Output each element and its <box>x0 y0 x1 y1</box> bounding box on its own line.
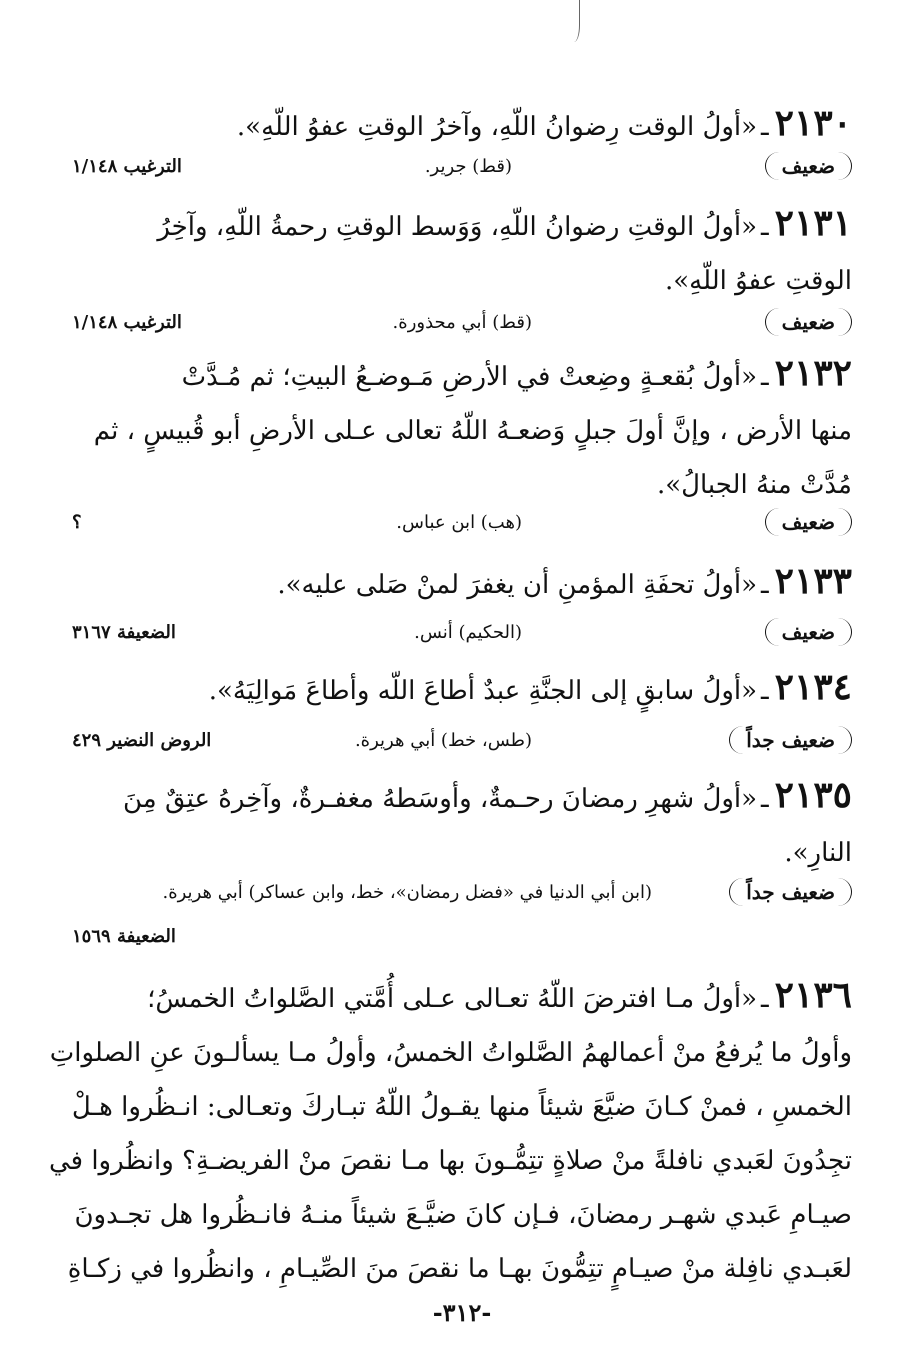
hadith-text-line: الخمسِ ، فمنْ كـانَ ضيَّعَ شيئاً منها يقـولُ اللّهُ تبـاركَ وتعـالى: انـظُروا هـلْ <box>71 1092 852 1122</box>
hadith-text-line: «أولُ سابقٍ إلى الجنَّةِ عبدٌ أطاعَ اللّه وأطاعَ مَوالِيَهُ». <box>208 676 758 706</box>
source-text: (الحكيم) أنس. <box>414 622 522 643</box>
grade-badge: ضعيف <box>765 308 852 336</box>
hadith-2131: ٢١٣١ـ«أولُ الوقتِ رضوانُ اللّهِ، وَوَسط الوقتِ رحمةُ اللّهِ، وآخِرُ الوقتِ عفوُ اللّهِ». <box>72 200 852 308</box>
hadith-number: ٢١٣١ <box>774 202 852 244</box>
reference-text: الترغيب ١/١٤٨ <box>72 156 182 177</box>
verdict-2135 <box>72 878 852 918</box>
source-text: (قط) جرير. <box>424 156 512 177</box>
hadith-2132: ٢١٣٢ـ«أولُ بُقعـةٍ وضِعتْ في الأرضِ مَـوضـعُ البيتِ؛ ثم مُـدَّتْ منها الأرض ، وإنَّ أولَ جبلٍ وَضعـهُ اللّهُ تعالى عـلى الأرضِ أبو قُبيسٍ ، ثم مُدَّتْ منهُ الجبالُ». <box>72 350 852 512</box>
reference-text: الضعيفة ٣١٦٧ <box>72 622 176 643</box>
hadith-2130: ٢١٣٠ـ«أولُ الوقت رِضوانُ اللّهِ، وآخرُ الوقتِ عفوُ اللّهِ». <box>236 102 852 144</box>
hadith-2136: ٢١٣٦ـ«أولُ مـا افترضَ اللّهُ تعـالى عـلى أُمَّتي الصَّلواتُ الخمسُ؛ وأولُ ما يُرفعُ منْ أعمالهمُ الصَّلواتُ الخمسُ، وأولُ مـا يسألـونَ عنِ الصلواتِ الخمسِ ، فمنْ كـانَ ضيَّعَ شيئاً منها يقـولُ اللّهُ تبـاركَ وتعـالى: انـظُروا هـلْ تجِدُونَ لعَبدي نافلةً منْ صلاةٍ تتِمُّـونَ بها مـا نقصَ منْ الفريضـةِ؟ وانظُروا في صيـامِ عَبدي شهـر رمضانَ، فـإن كانَ ضيَّـعَ شيئاً منـهُ فانـظُروا هل تجـدونَ لعَبـدي نافِلة منْ صيـامٍ تتِمُّونَ بهـا ما نقصَ منَ الصِّيـامِ ، وانظُروا في زكـاةِ <box>72 972 852 1296</box>
hadith-number: ٢١٣٠ <box>774 102 852 144</box>
hadith-2135: ٢١٣٥ـ«أولُ شهرِ رمضانَ رحـمةٌ، وأوسَطهُ مغفـرةٌ، وآخِرهُ عتِقٌ مِنَ النارِ». <box>72 772 852 880</box>
hadith-text-line: صيـامِ عَبدي شهـر رمضانَ، فـإن كانَ ضيَّـعَ شيئاً منـهُ فانـظُروا هل تجـدونَ <box>74 1200 852 1230</box>
hadith-number: ٢١٣٢ <box>774 352 852 394</box>
hadith-2133: ٢١٣٣ـ«أولُ تحفَةِ المؤمنِ أن يغفرَ لمنْ صَلى عليه». <box>277 560 852 602</box>
verdict-2130 <box>72 152 852 192</box>
reference-text: ؟ <box>72 512 82 533</box>
hadith-number: ٢١٣٣ <box>774 560 852 602</box>
hadith-number: ٢١٣٦ <box>774 974 852 1016</box>
grade-badge: ضعيف جداً <box>729 878 852 906</box>
hadith-text-line: «أولُ الوقت رِضوانُ اللّهِ، وآخرُ الوقتِ عفوُ اللّهِ». <box>236 112 758 142</box>
hadith-number: ٢١٣٥ <box>774 774 852 816</box>
source-text: (هب) ابن عباس. <box>396 512 522 533</box>
hadith-text-line: «أولُ بُقعـةٍ وضِعتْ في الأرضِ مَـوضـعُ البيتِ؛ ثم مُـدَّتْ <box>181 362 758 392</box>
grade-badge: ضعيف <box>765 152 852 180</box>
grade-badge: ضعيف <box>765 618 852 646</box>
hadith-text-line: الوقتِ عفوُ اللّهِ». <box>664 266 852 296</box>
reference-text: الضعيفة ١٥٦٩ <box>72 926 176 947</box>
grade-badge: ضعيف <box>765 508 852 536</box>
verdict-2131 <box>72 308 852 348</box>
hadith-number: ٢١٣٤ <box>774 666 852 708</box>
source-text: (ابن أبي الدنيا في «فضل رمضان»، خط، وابن عساكر) أبي هريرة. <box>162 882 652 903</box>
hadith-text-line: «أولُ الوقتِ رضوانُ اللّهِ، وَوَسط الوقتِ رحمةُ اللّهِ، وآخِرُ <box>157 212 758 242</box>
verdict-2132 <box>72 508 852 548</box>
hadith-text-line: «أولُ تحفَةِ المؤمنِ أن يغفرَ لمنْ صَلى عليه». <box>277 570 758 600</box>
source-text: (قط) أبي محذورة. <box>392 312 532 333</box>
grade-badge: ضعيف جداً <box>729 726 852 754</box>
page-number: -٣١٢- <box>432 1298 492 1327</box>
reference-text: الترغيب ١/١٤٨ <box>72 312 182 333</box>
hadith-text-line: «أولُ مـا افترضَ اللّهُ تعـالى عـلى أُمَّتي الصَّلواتُ الخمسُ؛ <box>147 984 758 1014</box>
hadith-text-line: تجِدُونَ لعَبدي نافلةً منْ صلاةٍ تتِمُّـونَ بها مـا نقصَ منْ الفريضـةِ؟ وانظُروا في <box>48 1146 852 1176</box>
hadith-text-line: مُدَّتْ منهُ الجبالُ». <box>656 470 852 500</box>
reference-text: الروض النضير ٤٢٩ <box>72 730 212 751</box>
hadith-2134: ٢١٣٤ـ«أولُ سابقٍ إلى الجنَّةِ عبدٌ أطاعَ اللّه وأطاعَ مَوالِيَهُ». <box>208 666 852 708</box>
hadith-text-line: وأولُ ما يُرفعُ منْ أعمالهمُ الصَّلواتُ الخمسُ، وأولُ مـا يسألـونَ عنِ الصلواتِ <box>49 1038 852 1068</box>
hadith-text-line: منها الأرض ، وإنَّ أولَ جبلٍ وَضعـهُ اللّهُ تعالى عـلى الأرضِ أبو قُبيسٍ ، ثم <box>93 416 852 446</box>
source-text: (طس، خط) أبي هريرة. <box>354 730 532 751</box>
hadith-text-line: لعَبـدي نافِلة منْ صيـامٍ تتِمُّونَ بهـا ما نقصَ منَ الصِّيـامِ ، وانظُروا في زكـاةِ <box>67 1254 852 1284</box>
verdict-2133 <box>72 618 852 658</box>
hadith-text-line: النارِ». <box>784 838 852 868</box>
verdict-2134 <box>72 726 852 766</box>
hadith-text-line: «أولُ شهرِ رمضانَ رحـمةٌ، وأوسَطهُ مغفـرةٌ، وآخِرهُ عتِقٌ مِنَ <box>123 784 758 814</box>
page-edge-mark <box>565 0 580 42</box>
